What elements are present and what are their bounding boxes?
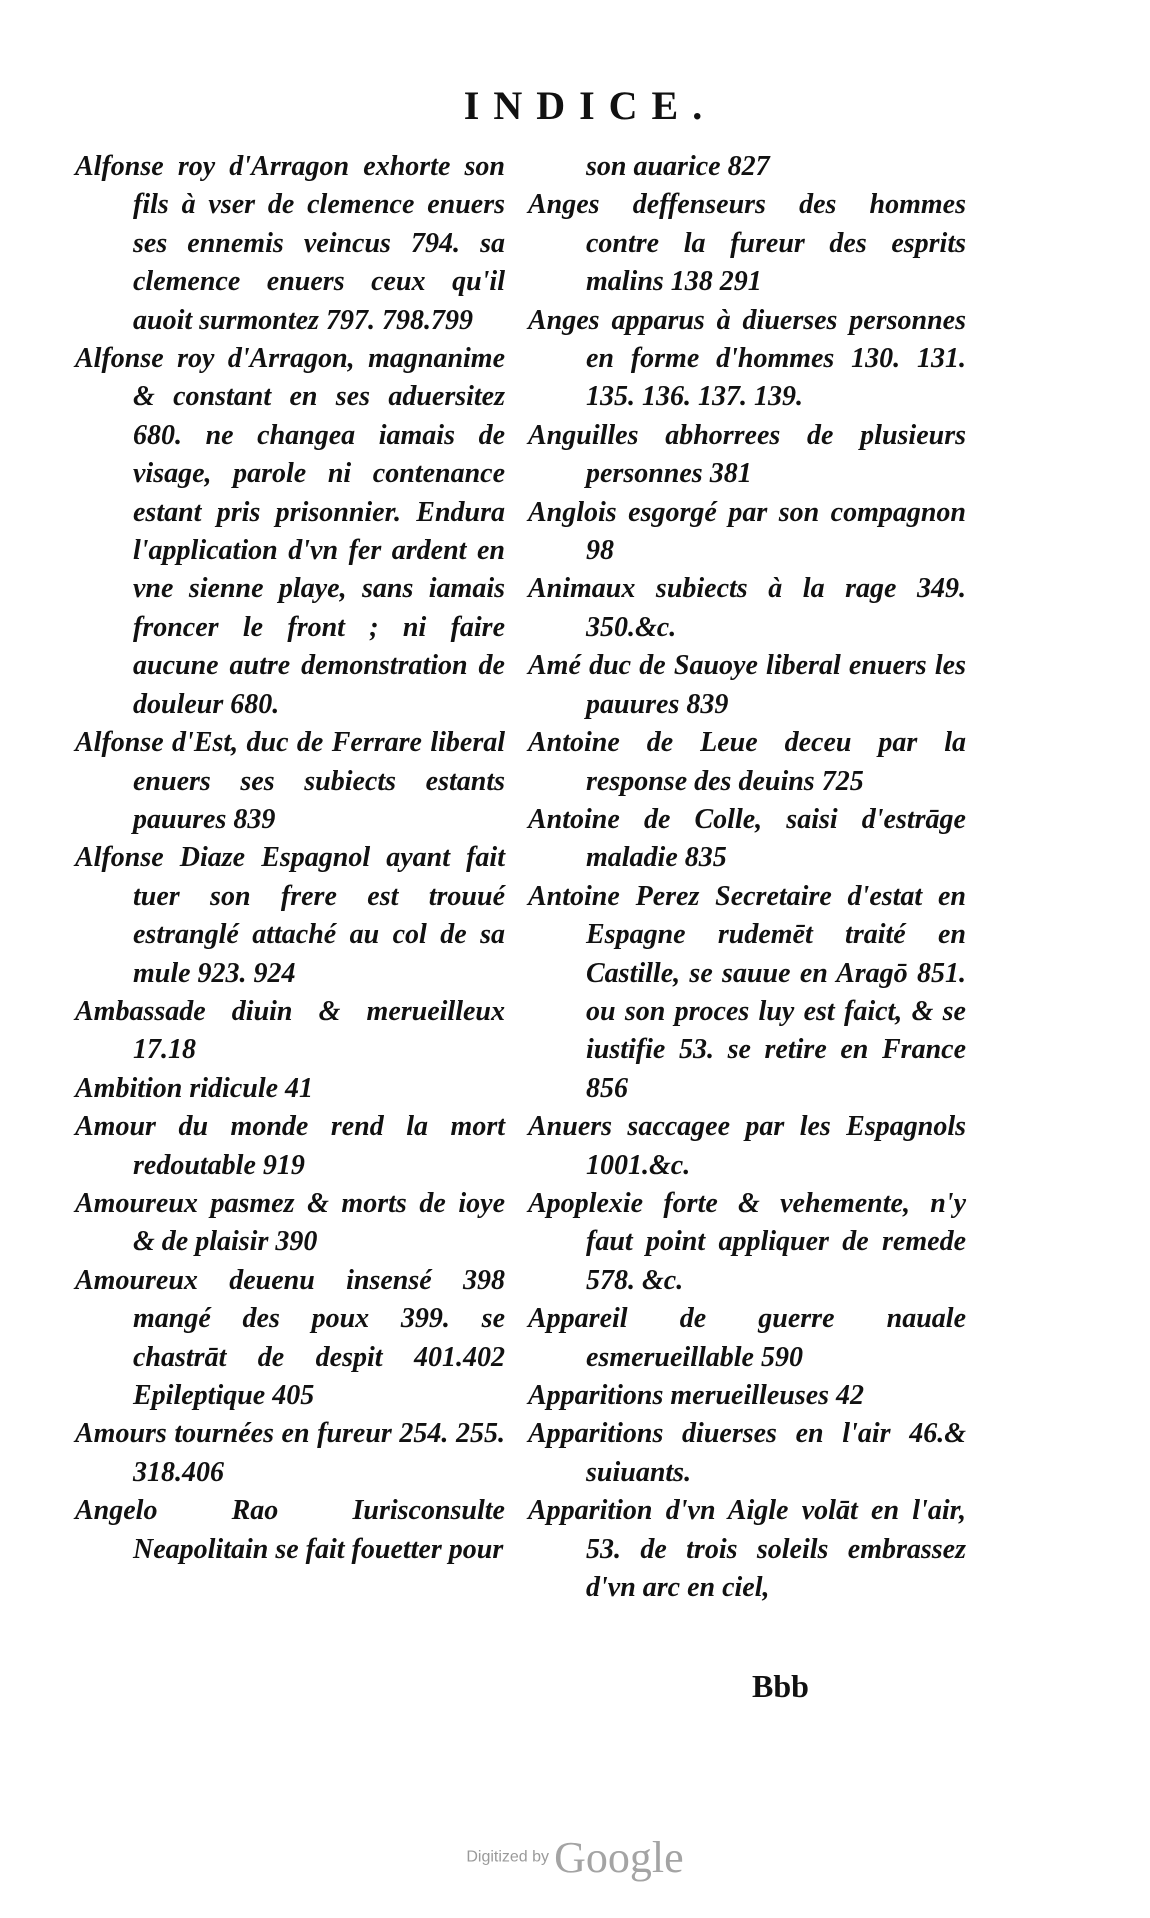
index-entry: Antoine de Leue deceu par la response des deuins 725 bbox=[528, 727, 966, 797]
index-entry: Amoureux pasmez & morts de ioye & de plaisir 390 bbox=[75, 1187, 505, 1258]
index-entry: Antoine Perez Secretaire d'estat en Espagne rudemēt traité en Castille, se sauue en Aragō 851. ou son proces luy est faict, & se iustifie 53. se retire en France 856 bbox=[528, 880, 966, 1104]
index-entry: Amour du monde rend la mort redoutable 919 bbox=[75, 1111, 505, 1181]
index-entry: Alfonse d'Est, duc de Ferrare liberal enuers ses subiects estants pauures 839 bbox=[75, 727, 505, 835]
index-column-right bbox=[528, 148, 966, 1607]
index-entry: Ambition ridicule 41 bbox=[75, 1072, 314, 1104]
index-entry: Apparitions diuerses en l'air 46.& suiuants. bbox=[528, 1418, 966, 1488]
index-entry: Amours tournées en fureur 254. 255. 318.406 bbox=[75, 1418, 505, 1488]
index-entry: Anges apparus à diuerses personnes en forme d'hommes 130. 131. 135. 136. 137. 139. bbox=[528, 304, 966, 413]
index-entry: Anglois esgorgé par son compagnon 98 bbox=[528, 496, 966, 567]
index-entry: Appareil de guerre nauale esmerueillable 590 bbox=[528, 1303, 966, 1373]
page-signature: Bbb bbox=[752, 1668, 809, 1704]
index-entry: Alfonse Diaze Espagnol ayant fait tuer son frere est trouué estranglé attaché au col de sa mule 923. 924 bbox=[75, 842, 505, 989]
index-entry: Antoine de Colle, saisi d'estrāge maladie 835 bbox=[528, 803, 966, 874]
index-entry: Amé duc de Sauoye liberal enuers les pauures 839 bbox=[528, 650, 966, 720]
watermark-brand: Google bbox=[554, 1833, 684, 1882]
index-column-left bbox=[75, 148, 505, 1569]
index-entry: Apparition d'vn Aigle volāt en l'air, 53. de trois soleils embrassez d'vn arc en ciel, bbox=[528, 1495, 966, 1604]
index-entry: Anuers saccagee par les Espagnols 1001.&c. bbox=[528, 1111, 966, 1181]
watermark-prefix: Digitized by bbox=[466, 1848, 550, 1866]
index-entry: Apoplexie forte & vehemente, n'y faut point appliquer de remede 578. &c. bbox=[528, 1187, 966, 1296]
digitized-watermark bbox=[0, 1832, 1150, 1883]
index-entry: Animaux subiects à la rage 349. 350.&c. bbox=[528, 573, 966, 643]
index-entry: Amoureux deuenu insensé 398 mangé des poux 399. se chastrāt de despit 401.402 Epileptique 405 bbox=[75, 1264, 505, 1411]
index-entry: Angelo Rao Iurisconsulte Neapolitain se fait fouetter pour bbox=[75, 1495, 505, 1565]
index-entry: Alfonse roy d'Arragon, magnanime & constant en ses aduersitez 680. ne changea iamais de visage, parole ni contenance estant pris prisonnier. Endura l'application d'vn fer ardent en vne sienne playe, sans iamais froncer le front ; ni faire aucune autre demonstration de douleur 680. bbox=[75, 343, 505, 720]
index-entry: Anges deffenseurs des hommes contre la fureur des esprits malins 138 291 bbox=[528, 189, 966, 298]
index-entry: Apparitions merueilleuses 42 bbox=[528, 1380, 865, 1411]
index-entry: Anguilles abhorrees de plusieurs personnes 381 bbox=[528, 419, 966, 490]
index-entry-continuation: son auarice 827 bbox=[586, 151, 770, 182]
index-entry: Ambassade diuin & merueilleux 17.18 bbox=[75, 995, 505, 1066]
index-entry: Alfonse roy d'Arragon exhorte son fils à vser de clemence enuers ses ennemis veincus 794. sa clemence enuers ceux qu'il auoit surmontez 797. 798.799 bbox=[75, 151, 505, 336]
running-head: INDICE. bbox=[463, 83, 717, 128]
